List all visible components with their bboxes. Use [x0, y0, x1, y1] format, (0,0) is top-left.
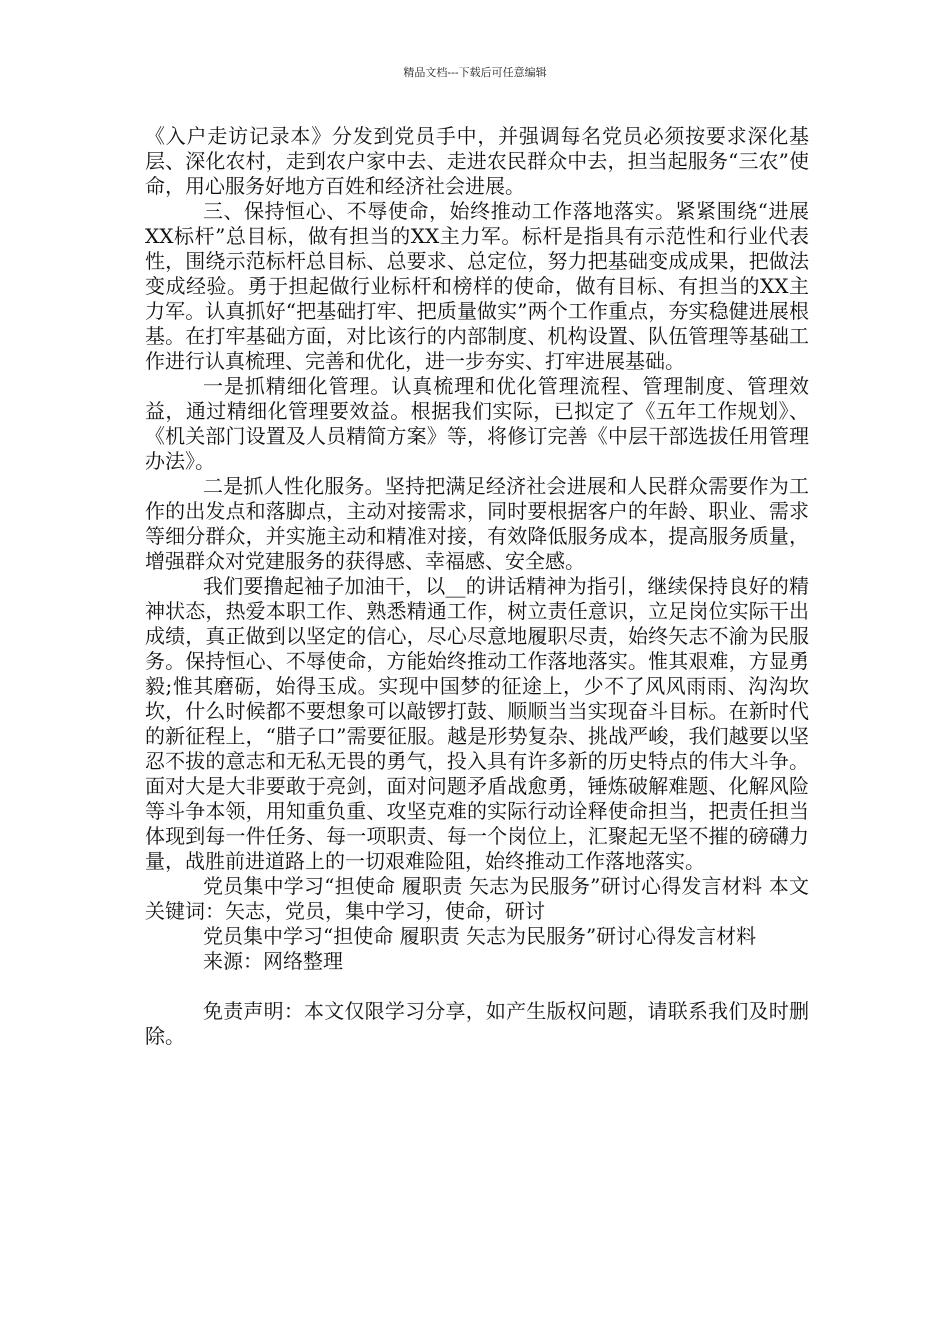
paragraph-4: 二是抓人性化服务。坚持把满足经济社会进展和人民群众需要作为工作的出发点和落脚点，主动对接需求，同时要根据客户的年龄、职业、需求等细分群众，并实施主动和精准对接，有效降低服务成本，提高服务质量，增强群众对党建服务的获得感、幸福感、安全感。: [145, 474, 809, 573]
paragraph-6: 党员集中学习“担使命 履职责 矢志为民服务”研讨心得发言材料 本文关键词：矢志，党员，集中学习，使命，研讨: [145, 874, 809, 923]
document-body: [145, 124, 809, 1049]
paragraph-7: 党员集中学习“担使命 履职责 矢志为民服务”研讨心得发言材料: [203, 924, 757, 948]
blank-line: [145, 974, 809, 999]
page-header: 精品文档---下载后可任意编辑: [403, 66, 547, 79]
paragraph-1: 《入户走访记录本》分发到党员手中，并强调每名党员必须按要求深化基层、深化农村，走到农户家中去、走进农民群众中去，担当起服务“三农”使命，用心服务好地方百姓和经济社会进展。: [145, 124, 809, 198]
paragraph-3: 一是抓精细化管理。认真梳理和优化管理流程、管理制度、管理效益，通过精细化管理要效益。根据我们实际，已拟定了《五年工作规划》、《机关部门设置及人员精简方案》等，将修订完善《中层干部选拔任用管理办法》。: [145, 374, 809, 473]
disclaimer: 免责声明：本文仅限学习分享，如产生版权问题，请联系我们及时删除。: [145, 999, 809, 1048]
paragraph-5: 我们要撸起袖子加油干，以__的讲话精神为指引，继续保持良好的精神状态，热爱本职工作、熟悉精通工作，树立责任意识，立足岗位实际干出成绩，真正做到以坚定的信心，尽心尽意地履职尽责，始终矢志不渝为民服务。保持恒心、不辱使命，方能始终推动工作落地落实。惟其艰难，方显勇毅;惟其磨砺，始得玉成。实现中国梦的征途上，少不了风风雨雨、沟沟坎坎，什么时候都不要想象可以敲锣打鼓、顺顺当当实现奋斗目标。在新时代的新征程上，“腊子口”需要征服。越是形势复杂、挑战严峻，我们越要以坚忍不拔的意志和无私无畏的勇气，投入具有许多新的历史特点的伟大斗争。面对大是大非要敢于亮剑，面对问题矛盾战愈勇，锤炼破解难题、化解风险等斗争本领，用知重负重、攻坚克难的实际行动诠释使命担当，把责任担当体现到每一件任务、每一项职责、每一个岗位上，汇聚起无坚不摧的磅礴力量，战胜前进道路上的一切艰难险阻，始终推动工作落地落实。: [145, 574, 809, 873]
source-line: 来源：网络整理: [203, 949, 343, 973]
paragraph-2: 三、保持恒心、不辱使命，始终推动工作落地落实。紧紧围绕“进展XX标杆”总目标，做有担当的XX主力军。标杆是指具有示范性和行业代表性，围绕示范标杆总目标、总要求、总定位，努力把基础变成成果，把做法变成经验。勇于担起做行业标杆和榜样的使命，做有目标、有担当的XX主力军。认真抓好“把基础打牢、把质量做实”两个工作重点，夯实稳健进展根基。在打牢基础方面，对比该行的内部制度、机构设置、队伍管理等基础工作进行认真梳理、完善和优化，进一步夯实、打牢进展基础。: [145, 199, 809, 373]
